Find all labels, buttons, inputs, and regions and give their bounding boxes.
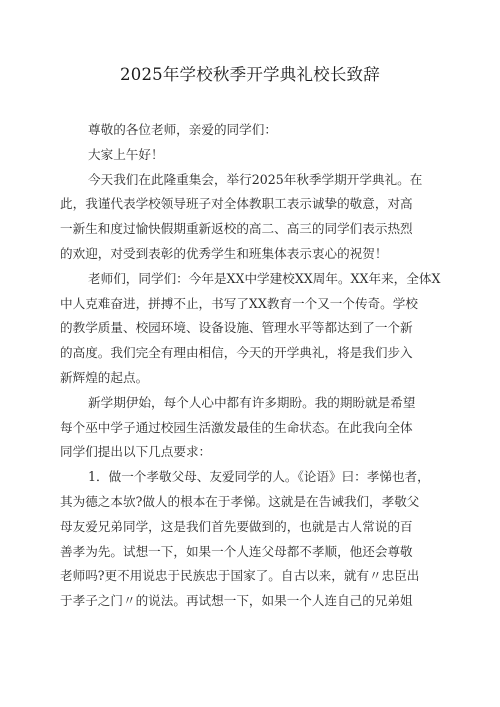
- text-line: 于孝子之门〃的说法。再试想一下，如果一个人连自己的兄弟姐: [60, 593, 413, 609]
- text-line: 同学们提出以下几点要求：: [60, 444, 212, 460]
- text-line: 新学期伊始，每个人心中都有许多期盼。我的期盼就是希望: [88, 394, 416, 410]
- text-line: 中人克难奋进，拼搏不止，书写了XX教育一个又一个传奇。学校: [60, 295, 418, 311]
- text-line: 尊敬的各位老师，亲爱的同学们：: [88, 122, 277, 137]
- text-line: 1．做一个孝敬父母、友爱同学的人。《论语》曰：孝悌也者，: [88, 469, 430, 485]
- text-line: 老师们，同学们：今年是XX中学建校XX周年。XX年来，全体X: [88, 270, 441, 286]
- document-body: [60, 118, 448, 614]
- text-line: 新辉煌的起点。: [60, 369, 149, 385]
- text-line: 的欢迎，对受到表彰的优秀学生和班集体表示衷心的祝贺！: [60, 245, 388, 261]
- text-line: 今天我们在此隆重集会，举行2025年秋季学期开学典礼。在: [88, 171, 423, 187]
- text-line: 大家上午好！: [88, 146, 164, 162]
- text-line: 其为德之本欤?做人的根本在于孝悌。这就是在告诫我们，孝敬父: [60, 493, 420, 509]
- text-line: 老师吗?更不用说忠于民族忠于国家了。自古以来，就有〃忠臣出: [60, 568, 420, 584]
- text-line: 一新生和度过愉快假期重新返校的高二、高三的同学们表示热烈: [60, 221, 413, 237]
- document-title: 2025年学校秋季开学典礼校长致辞: [120, 65, 380, 84]
- text-line: 的教学质量、校园环境、设备设施、管理水平等都达到了一个新: [60, 320, 413, 336]
- text-line: 母友爱兄弟同学，这是我们首先要做到的，也就是古人常说的百: [60, 518, 413, 534]
- text-line: 每个巫中学子通过校园生活激发最佳的生命状态。在此我向全体: [60, 419, 413, 435]
- text-line: 善孝为先。试想一下，如果一个人连父母都不孝顺，他还会尊敬: [60, 543, 413, 559]
- text-line: 此，我谨代表学校领导班子对全体教职工表示诚挚的敬意，对高: [60, 196, 413, 212]
- text-line: 的高度。我们完全有理由相信，今天的开学典礼，将是我们步入: [60, 345, 413, 361]
